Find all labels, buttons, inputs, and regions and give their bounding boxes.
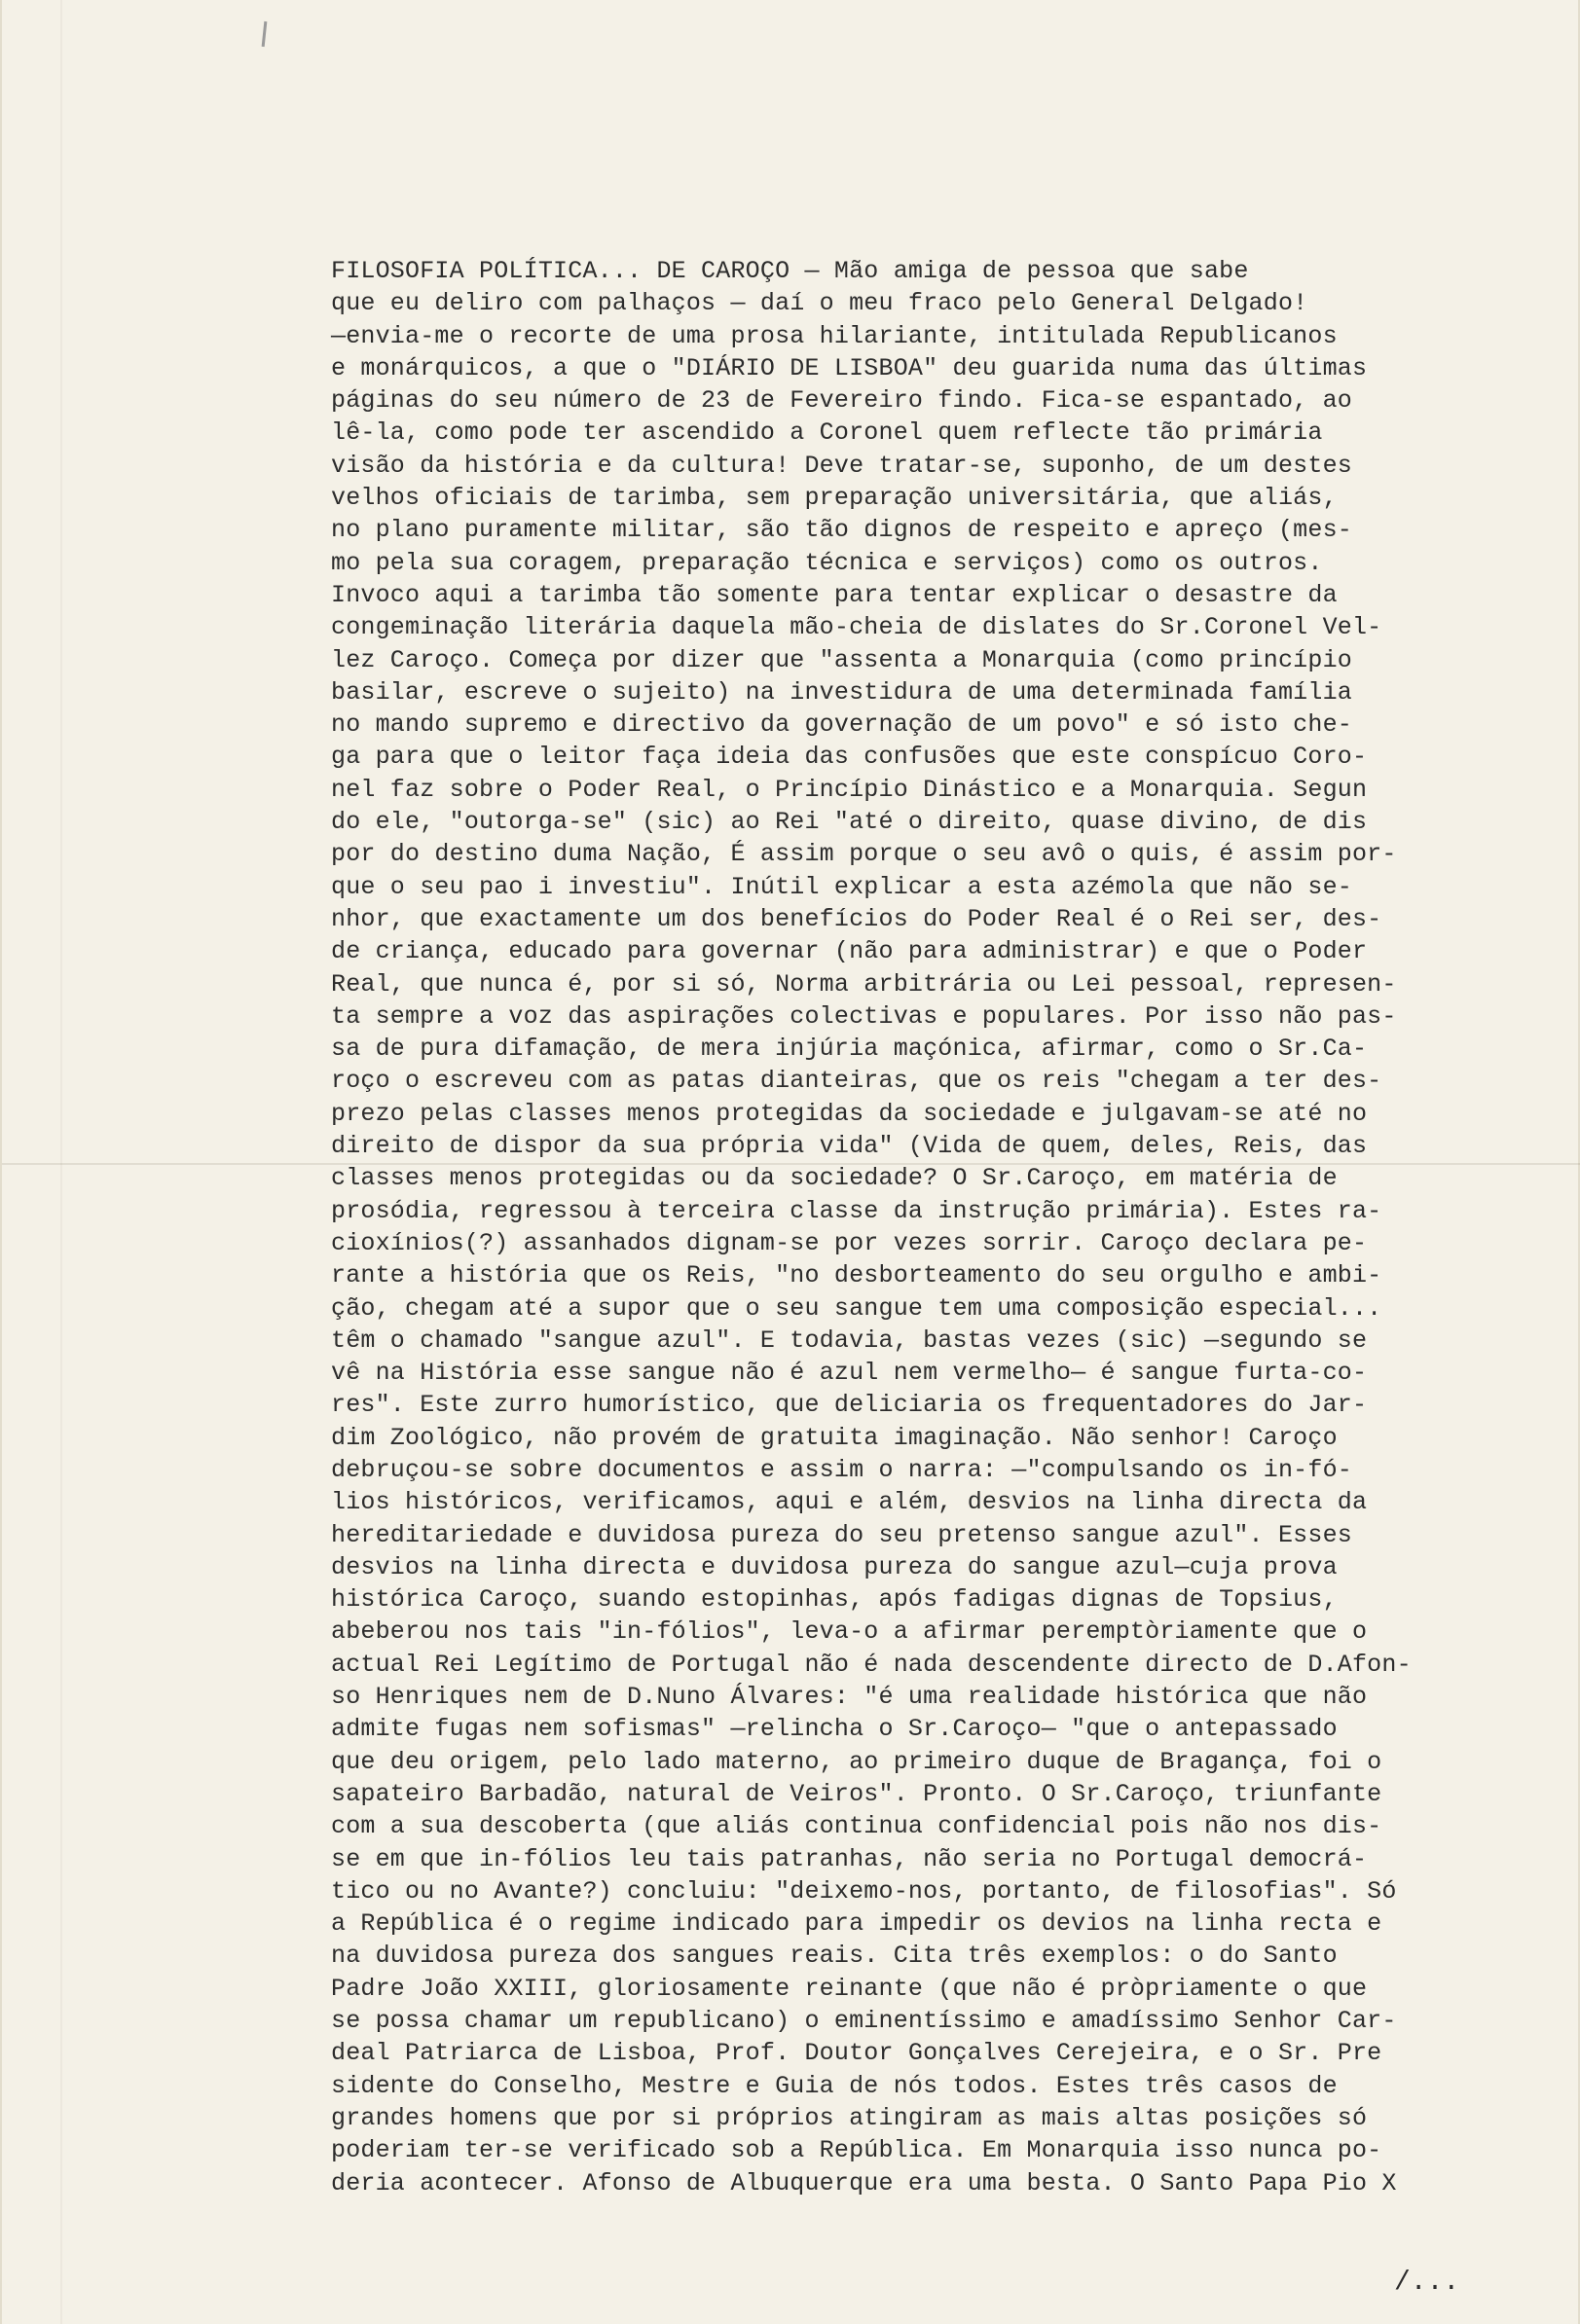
text-line: nel faz sobre o Poder Real, o Princípio Dinástico e a Monarquia. Segun bbox=[331, 775, 1368, 804]
text-line: do ele, "outorga-se" (sic) ao Rei "até o direito, quase divino, de dis bbox=[331, 808, 1368, 837]
text-line: vê na História esse sangue não é azul nem vermelho— é sangue furta-co- bbox=[331, 1359, 1368, 1388]
text-line: lê-la, como pode ter ascendido a Coronel quem reflecte tão primária bbox=[331, 418, 1323, 448]
text-line: res". Este zurro humorístico, que deliciaria os frequentadores do Jar- bbox=[331, 1391, 1368, 1420]
text-line: dim Zoológico, não provém de gratuita imaginação. Não senhor! Caroço bbox=[331, 1423, 1338, 1452]
text-line: admite fugas nem sofismas" —relincha o Sr.Caroço— "que o antepassado bbox=[331, 1715, 1338, 1744]
text-line: cioxínios(?) assanhados dignam-se por vezes sorrir. Caroço declara pe- bbox=[331, 1228, 1368, 1257]
text-line: classes menos protegidas ou da sociedade? O Sr.Caroço, em matéria de bbox=[331, 1164, 1338, 1193]
vertical-crease bbox=[60, 0, 62, 2324]
text-line: nhor, que exactamente um dos benefícios do Poder Real é o Rei ser, des- bbox=[331, 904, 1382, 933]
text-line: sidente do Conselho, Mestre e Guia de nós todos. Estes três casos de bbox=[331, 2071, 1338, 2100]
text-line: ga para que o leitor faça ideia das confusões que este conspícuo Coro- bbox=[331, 743, 1368, 772]
text-line: sa de pura difamação, de mera injúria maçónica, afirmar, como o Sr.Ca- bbox=[331, 1035, 1368, 1064]
text-line: debruçou-se sobre documentos e assim o narra: —"compulsando os in-fó- bbox=[331, 1455, 1352, 1484]
text-line: na duvidosa pureza dos sangues reais. Cita três exemplos: o do Santo bbox=[331, 1942, 1338, 1971]
text-line: prezo pelas classes menos protegidas da sociedade e julgavam-se até no bbox=[331, 1099, 1368, 1128]
text-line: lios históricos, verificamos, aqui e além, desvios na linha directa da bbox=[331, 1488, 1368, 1517]
text-line: se possa chamar um republicano) o eminentíssimo e amadíssimo Senhor Car- bbox=[331, 2007, 1397, 2036]
pencil-mark bbox=[262, 21, 268, 47]
text-line: têm o chamado "sangue azul". E todavia, bastas vezes (sic) —segundo se bbox=[331, 1325, 1368, 1355]
text-line: rante a história que os Reis, "no desborteamento do seu orgulho e ambi- bbox=[331, 1261, 1382, 1290]
text-line: FILOSOFIA POLÍTICA... DE CAROÇO — Mão amiga de pessoa que sabe bbox=[331, 257, 1249, 285]
text-line: poderiam ter-se verificado sob a República. Em Monarquia isso nunca po- bbox=[331, 2136, 1382, 2165]
text-line: de criança, educado para governar (não para administrar) e que o Poder bbox=[331, 937, 1368, 966]
text-line: Real, que nunca é, por si só, Norma arbitrária ou Lei pessoal, represen- bbox=[331, 969, 1397, 999]
text-line: histórica Caroço, suando estopinhas, após fadigas dignas de Topsius, bbox=[331, 1585, 1338, 1615]
text-line: sapateiro Barbadão, natural de Veiros". Pronto. O Sr.Caroço, triunfante bbox=[331, 1779, 1382, 1808]
text-line: ção, chegam até a supor que o seu sangue tem uma composição especial... bbox=[331, 1293, 1382, 1323]
text-line: ta sempre a voz das aspirações colectivas e populares. Por isso não pas- bbox=[331, 1001, 1397, 1031]
text-line: com a sua descoberta (que aliás continua confidencial pois não nos dis- bbox=[331, 1812, 1382, 1841]
text-line: tico ou no Avante?) concluiu: "deixemo-nos, portanto, de filosofias". Só bbox=[331, 1876, 1397, 1906]
typewritten-text bbox=[331, 255, 1548, 2199]
text-line: e monárquicos, a que o "DIÁRIO DE LISBOA" deu guarida numa das últimas bbox=[331, 353, 1368, 382]
text-line: abeberou nos tais "in-fólios", leva-o a afirmar peremptòriamente que o bbox=[331, 1617, 1368, 1647]
text-line: a República é o regime indicado para impedir os devios na linha recta e bbox=[331, 1909, 1382, 1939]
text-line: velhos oficiais de tarimba, sem preparação universitária, que aliás, bbox=[331, 484, 1338, 513]
continuation-mark: /... bbox=[1394, 2268, 1460, 2298]
text-line: roço o escreveu com as patas dianteiras, que os reis "chegam a ter des- bbox=[331, 1067, 1382, 1096]
text-line: páginas do seu número de 23 de Fevereiro findo. Fica-se espantado, ao bbox=[331, 386, 1352, 416]
text-line: direito de dispor da sua própria vida" (Vida de quem, deles, Reis, das bbox=[331, 1132, 1368, 1161]
text-line: actual Rei Legítimo de Portugal não é nada descendente directo de D.Afon- bbox=[331, 1650, 1412, 1679]
text-line: so Henriques nem de D.Nuno Álvares: "é uma realidade histórica que não bbox=[331, 1683, 1368, 1712]
text-line: deria acontecer. Afonso de Albuquerque era uma besta. O Santo Papa Pio X bbox=[331, 2168, 1397, 2197]
text-line: deal Patriarca de Lisboa, Prof. Doutor Gonçalves Cerejeira, e o Sr. Pre bbox=[331, 2039, 1382, 2068]
text-line: prosódia, regressou à terceira classe da instrução primária). Estes ra- bbox=[331, 1196, 1382, 1225]
text-line: hereditariedade e duvidosa pureza do seu pretenso sangue azul". Esses bbox=[331, 1520, 1352, 1549]
text-line: que deu origem, pelo lado materno, ao primeiro duque de Bragança, foi o bbox=[331, 1747, 1382, 1776]
text-line: no plano puramente militar, são tão dignos de respeito e apreço (mes- bbox=[331, 516, 1352, 545]
text-line: que eu deliro com palhaços — daí o meu fraco pelo General Delgado! bbox=[331, 289, 1308, 318]
text-line: que o seu pao i investiu". Inútil explicar a esta azémola que não se- bbox=[331, 872, 1352, 901]
text-line: lez Caroço. Começa por dizer que "assenta a Monarquia (como princípio bbox=[331, 645, 1352, 674]
text-line: —envia-me o recorte de uma prosa hilariante, intitulada Republicanos bbox=[331, 321, 1338, 350]
text-line: grandes homens que por si próprios atingiram as mais altas posições só bbox=[331, 2103, 1368, 2132]
text-line: Padre João XXIII, gloriosamente reinante (que não é pròpriamente o que bbox=[331, 1974, 1368, 2003]
text-line: se em que in-fólios leu tais patranhas, não seria no Portugal democrá- bbox=[331, 1844, 1368, 1873]
text-line: no mando supremo e directivo da governação de um povo" e só isto che- bbox=[331, 710, 1352, 740]
text-line: basilar, escreve o sujeito) na investidura de uma determinada família bbox=[331, 677, 1352, 707]
text-line: congeminação literária daquela mão-cheia de dislates do Sr.Coronel Vel- bbox=[331, 613, 1382, 642]
text-line: visão da história e da cultura! Deve tratar-se, suponho, de um destes bbox=[331, 451, 1352, 480]
text-line: por do destino duma Nação, É assim porque o seu avô o quis, é assim por- bbox=[331, 840, 1397, 869]
text-line: desvios na linha directa e duvidosa pureza do sangue azul—cuja prova bbox=[331, 1552, 1338, 1581]
text-line: Invoco aqui a tarimba tão somente para tentar explicar o desastre da bbox=[331, 580, 1338, 609]
text-line: mo pela sua coragem, preparação técnica e serviços) como os outros. bbox=[331, 548, 1323, 577]
